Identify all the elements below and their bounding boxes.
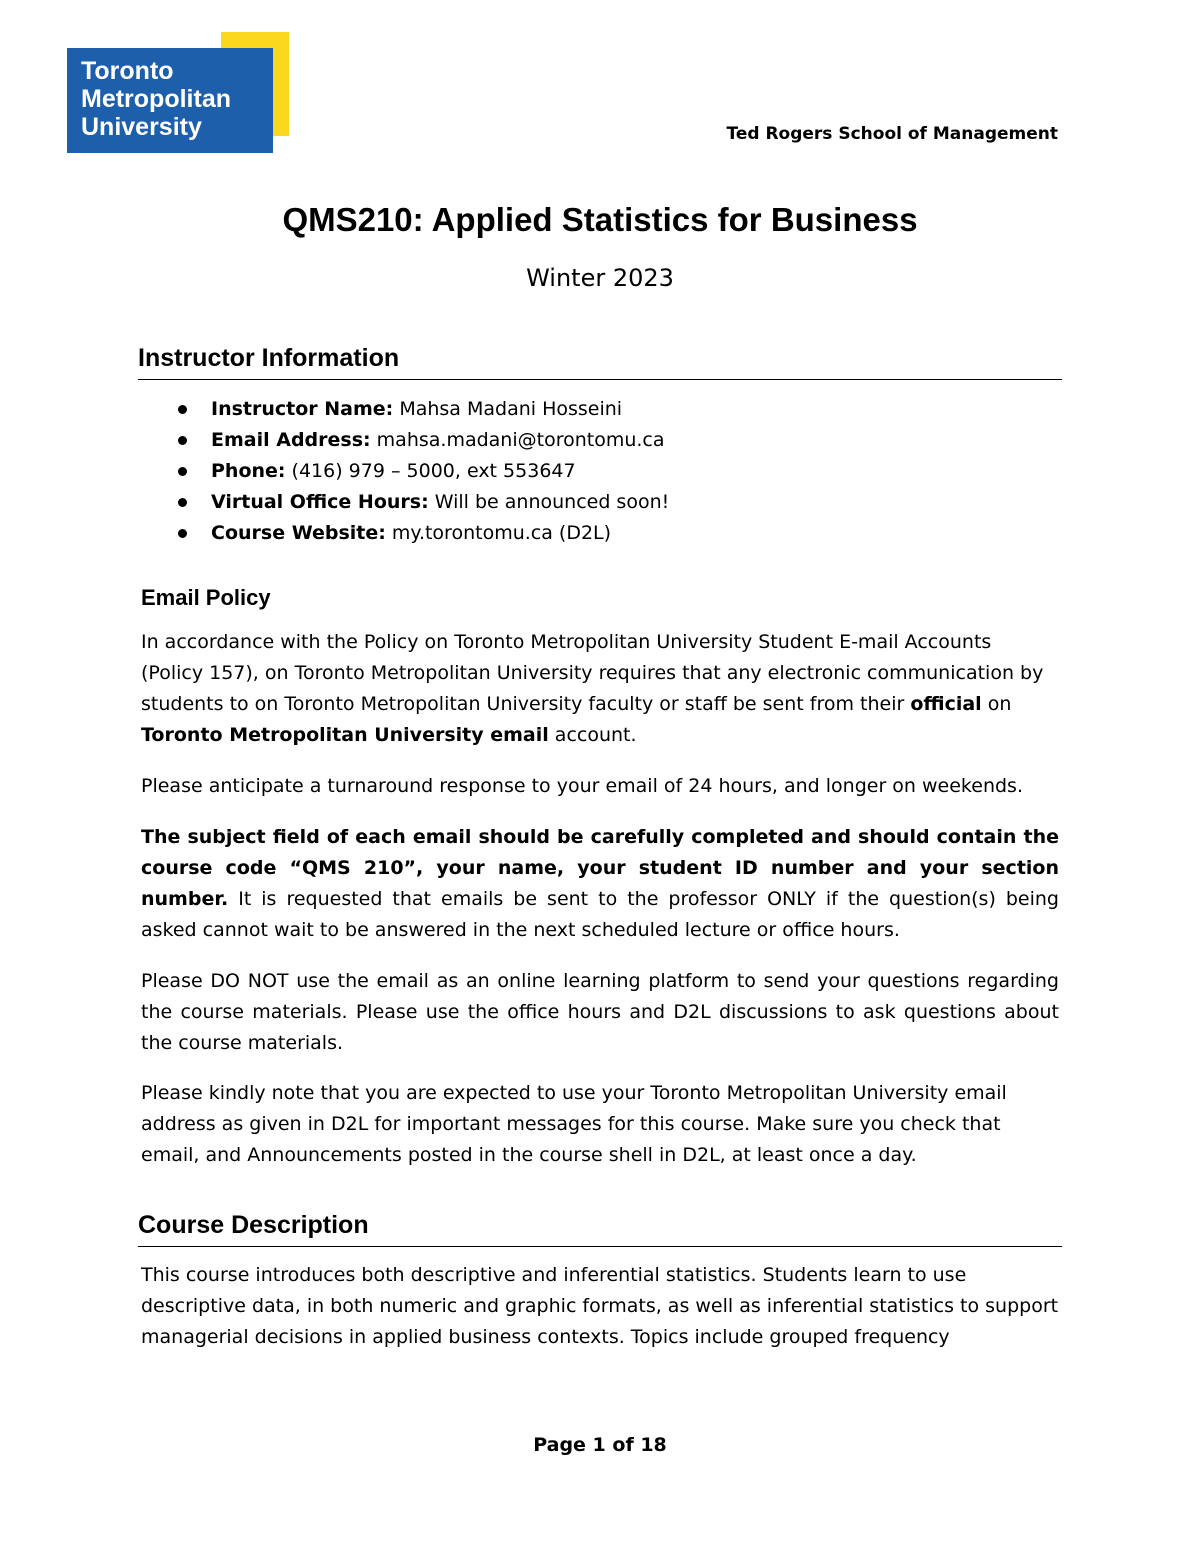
email-policy-p1-end: account. xyxy=(548,724,637,746)
instructor-info-list xyxy=(178,395,669,550)
logo-line-2: Metropolitan xyxy=(81,85,231,113)
list-item xyxy=(178,395,669,426)
bullet-icon xyxy=(178,405,187,414)
instructor-name-label: Instructor Name: xyxy=(211,398,394,420)
logo-line-3: University xyxy=(81,113,202,141)
email-policy-paragraph-4: Please DO NOT use the email as an online learning platform to send your questions regarding the course materials. Please use the office hours and D2L discussions to ask questions about the course materials. xyxy=(141,970,1059,1054)
course-term: Winter 2023 xyxy=(526,264,674,292)
university-logo xyxy=(67,32,289,153)
course-website-value[interactable]: my.torontomu.ca (D2L) xyxy=(385,522,612,544)
instructor-name-value: Mahsa Madani Hosseini xyxy=(393,398,623,420)
email-policy-p1-on: on xyxy=(981,693,1012,715)
office-hours-value: Will be announced soon! xyxy=(428,491,670,513)
page-number: Page 1 of 18 xyxy=(533,1434,667,1456)
email-policy-p3-rest: It is requested that emails be sent to the professor ONLY if the question(s) being asked cannot wait to be answered in the next scheduled lecture or office hours. xyxy=(141,888,1059,941)
bullet-icon xyxy=(178,436,187,445)
bullet-icon xyxy=(178,498,187,507)
list-item xyxy=(178,488,669,519)
email-policy-paragraph-3 xyxy=(141,822,1059,946)
school-name: Ted Rogers School of Management xyxy=(726,124,1058,144)
logo-line-1: Toronto xyxy=(81,57,174,85)
email-policy-p3-bold: The subject field of each email should be carefully completed and should contain the course code “QMS 210”, your name, your student ID number and your section number. xyxy=(141,826,1059,910)
phone-value: (416) 979 – 5000, ext 553647 xyxy=(285,460,576,482)
instructor-info-heading: Instructor Information xyxy=(138,344,1062,380)
bullet-icon xyxy=(178,467,187,476)
email-policy-paragraph-5: Please kindly note that you are expected to use your Toronto Metropolitan University email address as given in D2L for important messages for this course. Make sure you check that email, and Announcements posted in the course shell in D2L, at least once a day. xyxy=(141,1082,1007,1166)
email-policy-p1-official: official xyxy=(910,693,982,715)
course-website-label: Course Website: xyxy=(211,522,386,544)
list-item xyxy=(178,426,669,457)
list-item xyxy=(178,457,669,488)
email-address-value[interactable]: mahsa.madani@torontomu.ca xyxy=(370,429,665,451)
office-hours-label: Virtual Office Hours: xyxy=(211,491,429,513)
email-policy-heading: Email Policy xyxy=(141,585,271,610)
course-title: QMS210: Applied Statistics for Business xyxy=(282,201,918,238)
phone-label: Phone: xyxy=(211,460,286,482)
email-policy-p1-text: In accordance with the Policy on Toronto Metropolitan University Student E-mail Accounts (Policy 157), on Toronto Metropolitan University requires that any electronic communication by students to on Toronto Metropolitan University faculty or staff be sent from their xyxy=(141,631,1044,715)
course-description-heading: Course Description xyxy=(138,1211,1062,1247)
course-description-paragraph: This course introduces both descriptive and inferential statistics. Students learn to use descriptive data, in both numeric and graphic formats, as well as inferential statistics to support managerial decisions in applied business contexts. Topics include grouped frequency xyxy=(141,1264,1059,1348)
email-policy-p1-account-name: Toronto Metropolitan University email xyxy=(141,724,549,746)
email-address-label: Email Address: xyxy=(211,429,371,451)
bullet-icon xyxy=(178,529,187,538)
email-policy-paragraph-1 xyxy=(141,627,1059,751)
logo-blue-block xyxy=(67,48,273,153)
list-item xyxy=(178,519,669,550)
email-policy-paragraph-2: Please anticipate a turnaround response to your email of 24 hours, and longer on weekends. xyxy=(141,775,1023,797)
